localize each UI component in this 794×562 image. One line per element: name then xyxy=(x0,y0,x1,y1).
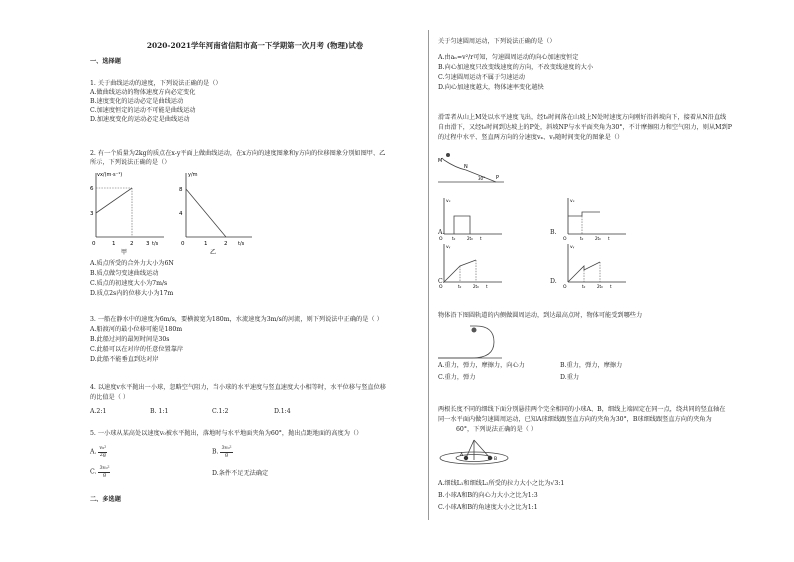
ball-b-icon xyxy=(488,456,492,460)
q5-option-c-num: 3v₀² xyxy=(99,465,110,471)
q5-option-a xyxy=(90,446,107,458)
q5-option-b-den: g xyxy=(224,451,229,458)
graph-jia-line xyxy=(96,188,132,213)
q7-graph-b-t0: t₀ xyxy=(580,236,584,241)
conical-pendulum-diagram xyxy=(436,436,516,468)
q7-stem-line2: 自由滑下，又经t₀时间到达坡上的P处，斜坡NP与水平面夹角为30°，不计摩擦阻力和空气阻力，则从M到P xyxy=(438,124,732,131)
graph-jia-caption: 甲 xyxy=(121,249,128,256)
q5-option-a-num: v₀² xyxy=(99,445,107,451)
section-heading-choice: 一、选择题 xyxy=(90,58,121,65)
q7-graph-d-origin: O xyxy=(563,285,567,290)
q5-option-a-label: A. xyxy=(90,448,97,456)
q9-option-a: A.细线L₁和细线L₂所受的拉力大小之比为√3:1 xyxy=(438,480,565,487)
q8-option-c: C.重力，弹力 xyxy=(438,374,476,381)
q2-option-a: A.质点所受的合外力大小为6N xyxy=(90,260,174,267)
q7-graph-c xyxy=(436,240,506,290)
q7-graph-a-t: t xyxy=(480,236,482,241)
q9-option-c: C.小球A和B的角速度大小之比为1:1 xyxy=(438,504,538,511)
track-loop xyxy=(438,326,494,358)
column-divider xyxy=(428,30,429,520)
q7-graph-d xyxy=(560,240,630,290)
q5-option-a-den: 2g xyxy=(99,451,107,458)
q6-option-b: B.向心加速度只改变线速度的方向，不改变线速度的大小 xyxy=(438,64,594,71)
q2-stem-line1: 2. 有一个质量为2kg的质点在x-y平面上做曲线运动，在x方向的速度图象和y方向的位移图象分别如图甲、乙 xyxy=(90,150,386,157)
q1-stem: 1. 关于曲线运动的速度，下列说法正确的是（） xyxy=(90,80,222,87)
graph-yi-ytick-4: 4 xyxy=(179,211,183,217)
graph-jia xyxy=(88,167,168,256)
graph-jia-xtick-3: 3 xyxy=(146,241,150,247)
q2-option-c: C.质点的初速度大小为7m/s xyxy=(90,280,168,287)
q7-graph-c-2t0: 2t₀ xyxy=(473,284,479,289)
skier-icon xyxy=(446,153,450,157)
q2-option-b: B.质点做匀变速曲线运动 xyxy=(90,270,159,277)
section-heading-multi: 二、多选题 xyxy=(90,496,121,503)
label-m: M xyxy=(438,158,443,164)
q3-stem: 3. 一船在静水中的速度为6m/s，要横渡宽为180m，水流速度为3m/s的河流，则下列说法中正确的是（ ） xyxy=(90,316,383,323)
graph-yi-xtick-2: 2 xyxy=(224,241,228,247)
q8-stem: 物体沿下图圆轨道的内侧做圆周运动，到达最高点时，物体可能受到哪些力 xyxy=(438,312,643,319)
circular-track-diagram xyxy=(436,322,506,366)
q9-stem-line2: 同一水平面内做匀速圆周运动，已知A球细线跟竖直方向的夹角为30°，B球细线跟竖直方向的夹角为 xyxy=(438,416,712,423)
q7-graph-c-line xyxy=(444,260,476,282)
q7-graph-a xyxy=(436,194,506,242)
q5-option-b-num: 3v₀² xyxy=(221,445,232,451)
q7-option-b: B. xyxy=(550,229,557,236)
graph-yi xyxy=(176,167,256,257)
q4-option-a: A.2:1 xyxy=(90,408,107,415)
slope-path xyxy=(442,158,496,182)
exam-title: 2020-2021学年河南省信阳市高一下学期第一次月考 (物理)试卷 xyxy=(146,41,364,50)
q7-graph-c-t: t xyxy=(486,284,488,289)
q7-graph-a-t0: t₀ xyxy=(452,236,456,241)
q5-option-c-den: g xyxy=(102,471,107,478)
graph-jia-ytick-3: 3 xyxy=(90,211,94,217)
object-icon xyxy=(472,328,477,333)
label-ball-a: A xyxy=(460,453,464,458)
graph-jia-xtick-2: 2 xyxy=(130,241,134,247)
graph-jia-ylabel: vx/(m·s⁻¹) xyxy=(97,172,123,178)
q3-option-c: C.此船可以在对岸的任意位置靠岸 xyxy=(90,346,184,353)
q5-option-c-fraction xyxy=(98,466,110,478)
q1-option-d: D.加速度变化的运动必定是曲线运动 xyxy=(90,116,190,123)
q4-stem-line1: 4. 以速度v水平抛出一小球，忽略空气阻力，当小球的水平速度与竖直速度大小相等时，水平位移与竖直位移 xyxy=(90,384,386,391)
q7-graph-c-origin: O xyxy=(439,285,443,290)
q3-option-a: A.船渡河的最小位移可能是180m xyxy=(90,326,183,333)
q6-stem: 关于匀速圆周运动，下列说法正确的是（） xyxy=(438,38,556,45)
q3-option-d: D.此船不能垂直到达对岸 xyxy=(90,356,159,363)
q7-option-d: D. xyxy=(550,278,557,285)
q9-stem-line3: 60°，下列说法正确的是（ ） xyxy=(456,426,537,433)
q8-option-a: A.重力，弹力，摩擦力，向心力 xyxy=(438,362,525,369)
q7-graph-b-2t0: 2t₀ xyxy=(595,236,601,241)
graph-yi-xtick-1: 1 xyxy=(204,241,208,247)
q6-option-c: C.匀速圆周运动不属于匀速运动 xyxy=(438,74,525,81)
graph-yi-xtick-0: 0 xyxy=(181,241,185,247)
graph-jia-ytick-6: 6 xyxy=(90,186,94,192)
q5-option-c-label: C. xyxy=(90,468,97,476)
q7-stem-line1: 滑雪者从山上M处以水平速度飞出，经t₀时间落在山坡上N处时速度方向刚好沿斜坡向下，接着从N沿直线 xyxy=(438,114,727,121)
q2-option-d: D.质点2s内的位移大小为17m xyxy=(90,290,174,297)
q5-stem: 5. 一小球从某高处以速度v₀被水平抛出，落地时与水平地面夹角为60°，抛出点距地面的高度为（） xyxy=(90,430,363,437)
label-p: P xyxy=(496,175,500,181)
graph-yi-ytick-8: 8 xyxy=(179,187,183,193)
q4-option-b: B. 1:1 xyxy=(150,408,169,415)
q9-stem-line1: 两根长度不同的细线下面分别悬挂两个完全相同的小球A、B，细线上端固定在同一点，绕共同的竖直轴在 xyxy=(438,406,726,413)
q7-graph-a-line xyxy=(454,216,470,234)
q5-option-b-fraction xyxy=(220,446,232,458)
q9-option-b: B.小球A和B的向心力大小之比为1:3 xyxy=(438,492,538,499)
q5-option-b xyxy=(212,446,233,458)
q8-option-d: D.重力 xyxy=(560,374,580,381)
string-b xyxy=(474,440,490,458)
q5-option-c xyxy=(90,466,110,478)
graph-jia-xlabel: t/s xyxy=(152,241,159,247)
label-ball-b: B xyxy=(494,457,498,462)
graph-yi-line xyxy=(186,189,226,237)
q7-graph-b-line xyxy=(568,212,600,216)
q7-graph-b-ylabel: vₓ xyxy=(570,199,575,204)
graph-yi-ylabel: y/m xyxy=(188,172,198,178)
q7-option-c: C. xyxy=(438,278,445,285)
q5-option-a-fraction xyxy=(98,446,107,458)
q7-graph-a-origin: O xyxy=(439,237,443,242)
q7-option-a: A. xyxy=(438,229,445,236)
q1-option-c: C.加速度恒定的运动不可能是曲线运动 xyxy=(90,107,196,114)
graph-jia-xtick-0: 0 xyxy=(92,241,96,247)
q7-stem-line3: 的过程中水平、竖直两方向的分速度vₓ、vᵧ随时间变化的图象是（） xyxy=(438,134,624,141)
q7-graph-b xyxy=(560,194,630,242)
q2-stem-line2: 所示，下列说法正确的是（） xyxy=(90,159,171,166)
ball-a-icon xyxy=(464,456,468,460)
q1-option-a: A.做曲线运动的物体速度方向必定变化 xyxy=(90,89,196,96)
q7-graph-d-t0: t₀ xyxy=(582,284,586,289)
q4-option-d: D.1:4 xyxy=(274,408,291,415)
q7-graph-d-t: t xyxy=(610,284,612,289)
q7-graph-c-t0: t₀ xyxy=(458,284,462,289)
q7-graph-a-ylabel: vₓ xyxy=(446,199,451,204)
skier-slope-diagram xyxy=(436,146,506,188)
q7-graph-a-2t0: 2t₀ xyxy=(467,236,473,241)
q4-stem-line2: 的比值是（ ） xyxy=(90,394,130,401)
graph-yi-xlabel: t/s xyxy=(238,241,245,247)
q8-option-b: B.重力，弹力，摩擦力 xyxy=(560,362,623,369)
q4-option-c: C.1:2 xyxy=(212,408,229,415)
q5-option-b-label: B. xyxy=(212,448,219,456)
q7-graph-d-ylabel: vᵧ xyxy=(570,245,575,250)
q6-option-d: D.向心加速度越大，物体速率变化越快 xyxy=(438,84,544,91)
q1-option-b: B.速度变化的运动必定是曲线运动 xyxy=(90,98,184,105)
q7-graph-c-ylabel: vᵧ xyxy=(446,245,451,250)
q3-option-b: B.此船过河的最短时间是30s xyxy=(90,336,170,343)
q7-graph-b-origin: O xyxy=(563,237,567,242)
graph-jia-xtick-1: 1 xyxy=(112,241,116,247)
q7-graph-d-2t0: 2t₀ xyxy=(597,284,603,289)
q7-graph-b-t: t xyxy=(608,236,610,241)
angle-label: 30° xyxy=(478,176,486,181)
q5-option-d: D.条件不足无法确定 xyxy=(212,470,269,477)
string-a xyxy=(466,440,474,458)
graph-yi-caption: 乙 xyxy=(210,249,217,256)
q6-option-a: A.由aₙ=v²/r可知，匀速圆周运动的向心加速度恒定 xyxy=(438,54,579,61)
label-n: N xyxy=(464,164,468,170)
